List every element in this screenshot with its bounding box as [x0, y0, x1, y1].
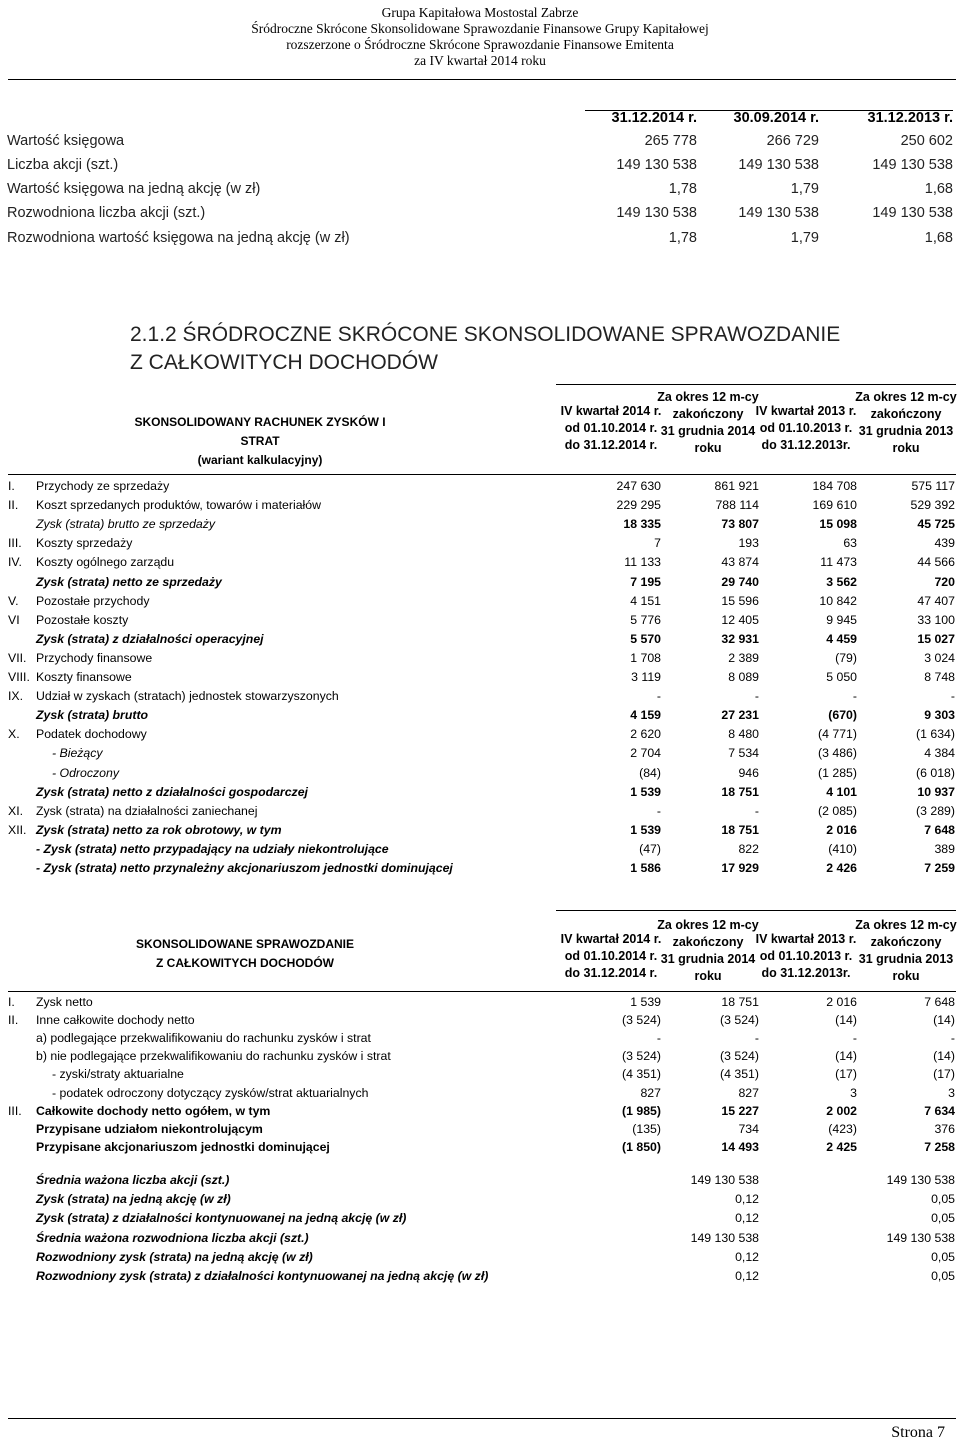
- cell-value: (1 850): [622, 1139, 661, 1154]
- cell-value: 827: [738, 1085, 759, 1100]
- row-number: X.: [8, 727, 20, 742]
- row-label: Zysk (strata) z działalności operacyjnej: [36, 631, 264, 646]
- cell-value: 149 130 538: [886, 1173, 955, 1187]
- row-label: Przychody ze sprzedaży: [36, 479, 170, 493]
- cell-value: (410): [828, 841, 857, 856]
- table-title: [100, 935, 390, 973]
- cell-value: 529 392: [910, 498, 955, 513]
- table-row: [0, 821, 960, 839]
- row-label: Udział w zyskach (stratach) jednostek stowarzyszonych: [36, 689, 339, 704]
- table-row: [0, 1229, 960, 1247]
- cell-value: -: [754, 689, 759, 704]
- table-title: [120, 413, 400, 470]
- table-title-line: SKONSOLIDOWANY RACHUNEK ZYSKÓW I STRAT: [134, 415, 386, 448]
- cell-value: 0,05: [931, 1249, 955, 1264]
- row-label: Zysk (strata) na działalności zaniechanej: [36, 803, 258, 818]
- cell-value: 33 100: [917, 612, 955, 627]
- table-row: [0, 1102, 960, 1120]
- table-row: [0, 706, 960, 724]
- cell-value: 18 751: [721, 784, 759, 799]
- row-label: a) podlegające przekwalifikowaniu do rachunku zysków i strat: [36, 1031, 371, 1046]
- cell-value: (3 289): [916, 803, 955, 818]
- cell-value: 0,12: [735, 1211, 759, 1226]
- column-header-line: Za okres 12 m-cy: [657, 390, 759, 404]
- cell-value: 788 114: [715, 498, 759, 513]
- cell-value: (4 351): [622, 1067, 661, 1082]
- row-label: Zysk netto: [36, 995, 93, 1009]
- column-header-line: zakończony: [870, 407, 942, 421]
- row-label: Liczba akcji (szt.): [7, 157, 119, 173]
- cell-value: 250 602: [900, 133, 953, 149]
- row-label: Rozwodniony zysk (strata) na jedną akcję (w zł): [36, 1249, 313, 1264]
- table-row: [0, 496, 960, 514]
- row-label: Zysk (strata) brutto ze sprzedaży: [36, 517, 216, 532]
- cell-value: 4 101: [826, 784, 857, 799]
- table-row: [0, 993, 960, 1011]
- cell-value: 1,79: [790, 230, 819, 246]
- table-row: [0, 630, 960, 648]
- table-title-line: Z CAŁKOWITYCH DOCHODÓW: [156, 956, 334, 970]
- column-header-line: roku: [892, 441, 920, 455]
- row-label: - Zysk (strata) netto przynależny akcjonariuszom jednostki dominującej: [36, 861, 453, 875]
- cell-value: 193: [738, 536, 759, 551]
- cell-value: 15 596: [721, 593, 759, 608]
- column-header-line: Za okres 12 m-cy: [855, 918, 957, 932]
- cell-value: -: [950, 1031, 955, 1046]
- row-number: I.: [8, 479, 15, 493]
- cell-value: (4 771): [818, 727, 857, 742]
- cell-value: 73 807: [721, 517, 759, 532]
- row-label: b) nie podlegające przekwalifikowaniu do rachunku zysków i strat: [36, 1049, 391, 1064]
- cell-value: 0,12: [735, 1192, 759, 1207]
- table-row: [0, 1171, 960, 1189]
- section-title: 2.1.2 ŚRÓDROCZNE SKRÓCONE SKONSOLIDOWANE SPRAWOZDANIE: [130, 323, 841, 346]
- cell-value: 149 130 538: [616, 205, 697, 221]
- cell-value: (3 524): [622, 1049, 661, 1064]
- row-label: Zysk (strata) z działalności kontynuowanej na jedną akcję (w zł): [36, 1211, 407, 1226]
- cell-value: 15 098: [819, 517, 857, 532]
- cell-value: 3: [850, 1085, 857, 1100]
- cell-value: 43 874: [721, 555, 759, 570]
- cell-value: 247 630: [616, 479, 661, 493]
- column-header-line: roku: [892, 969, 920, 983]
- cell-value: 2 016: [826, 822, 857, 837]
- cell-value: (17): [835, 1067, 857, 1082]
- book-value-header-rule: [585, 110, 953, 111]
- cell-value: 15 027: [917, 631, 955, 646]
- cell-value: 4 159: [630, 708, 661, 723]
- header-rule: [8, 991, 956, 992]
- table-row: [0, 783, 960, 801]
- cell-value: (1 985): [622, 1103, 661, 1118]
- cell-value: 5 570: [630, 631, 661, 646]
- cell-value: 7 648: [924, 822, 955, 837]
- column-header-line: 31 grudnia 2013: [858, 424, 954, 438]
- table-row: [0, 744, 960, 762]
- table-row: [0, 649, 960, 667]
- cell-value: 1 539: [630, 822, 661, 837]
- cell-value: 149 130 538: [738, 157, 819, 173]
- column-header-line: do 31.12.2013r.: [761, 966, 851, 980]
- cell-value: 7 258: [924, 1139, 955, 1154]
- row-label: Zysk (strata) brutto: [36, 708, 149, 723]
- row-number: V.: [8, 593, 19, 608]
- cell-value: (670): [828, 708, 857, 723]
- column-header-line: do 31.12.2014 r.: [564, 438, 658, 452]
- cell-value: 3 562: [826, 574, 857, 589]
- cell-value: 266 729: [766, 133, 819, 149]
- row-number: III.: [8, 1103, 22, 1118]
- column-header-line: 31 grudnia 2014: [660, 424, 756, 438]
- cell-value: (14): [933, 1049, 955, 1064]
- cell-value: 827: [640, 1085, 661, 1100]
- row-label: Rozwodniony zysk (strata) z działalności kontynuowanej na jedną akcję (w zł): [36, 1269, 489, 1283]
- cell-value: 0,12: [735, 1249, 759, 1264]
- row-label: - podatek odroczony dotyczący zysków/strat aktuarialnych: [52, 1085, 369, 1100]
- cell-value: 47 407: [917, 593, 955, 608]
- cell-value: 17 929: [721, 861, 759, 875]
- row-label: Koszty ogólnego zarządu: [36, 555, 175, 570]
- cell-value: 0,05: [931, 1211, 955, 1226]
- table-row: [0, 515, 960, 533]
- row-label: - Zysk (strata) netto przypadający na udziały niekontrolujące: [36, 841, 389, 856]
- row-label: Koszty finansowe: [36, 670, 132, 684]
- cell-value: (84): [639, 765, 661, 780]
- cell-value: 149 130 538: [616, 157, 697, 173]
- cell-value: 29 740: [721, 574, 759, 589]
- column-header-line: IV kwartał 2014 r.: [560, 932, 662, 946]
- row-number: II.: [8, 498, 19, 513]
- cell-value: 265 778: [644, 133, 697, 149]
- cell-value: 3 024: [924, 650, 955, 665]
- cell-value: (2 085): [818, 803, 857, 818]
- table-row: [0, 1267, 960, 1285]
- column-header-line: roku: [694, 969, 722, 983]
- table-row: [0, 687, 960, 705]
- cell-value: 376: [934, 1121, 955, 1136]
- row-label: Przypisane akcjonariuszom jednostki dominującej: [36, 1139, 330, 1154]
- column-header-line: zakończony: [672, 407, 744, 421]
- cell-value: 2 016: [826, 995, 857, 1009]
- column-header-line: zakończony: [672, 935, 744, 949]
- cell-value: 439: [934, 536, 955, 551]
- cell-value: 4 459: [826, 631, 857, 646]
- table-row: [0, 859, 960, 877]
- table-row: [0, 725, 960, 743]
- cell-value: 149 130 538: [872, 205, 953, 221]
- cell-value: (17): [933, 1067, 955, 1082]
- cell-value: 27 231: [721, 708, 759, 723]
- column-header-line: od 01.10.2013 r.: [759, 421, 853, 435]
- report-title-line: Śródroczne Skrócone Skonsolidowane Sprawozdanie Finansowe Grupy Kapitałowej: [251, 21, 709, 36]
- row-label: Średnia ważona rozwodniona liczba akcji (szt.): [36, 1230, 309, 1245]
- table-title-line: (wariant kalkulacyjny): [197, 453, 323, 467]
- cell-value: 2 704: [630, 746, 661, 761]
- cell-value: 1,79: [790, 181, 819, 197]
- cell-value: -: [754, 1031, 759, 1046]
- cell-value: 45 725: [917, 517, 955, 532]
- cell-value: 18 751: [721, 822, 759, 837]
- cell-value: 184 708: [812, 479, 857, 493]
- cell-value: 5 050: [826, 670, 857, 684]
- row-label: Rozwodniona liczba akcji (szt.): [7, 205, 206, 221]
- cell-value: 734: [738, 1121, 759, 1136]
- row-label: Zysk (strata) netto ze sprzedaży: [36, 574, 222, 589]
- column-header-line: roku: [694, 441, 722, 455]
- cell-value: 149 130 538: [690, 1173, 759, 1187]
- cell-value: 1,78: [668, 230, 697, 246]
- table-row: [0, 1029, 960, 1047]
- table-row: [0, 477, 960, 495]
- cell-value: (3 524): [622, 1013, 661, 1028]
- cell-value: 5 776: [630, 612, 661, 627]
- cell-value: (79): [835, 650, 857, 665]
- cell-value: 149 130 538: [690, 1230, 759, 1245]
- row-label: Przychody finansowe: [36, 650, 153, 665]
- row-number: VII.: [8, 650, 27, 665]
- table-row: [0, 611, 960, 629]
- column-header-line: do 31.12.2014 r.: [564, 966, 658, 980]
- cell-value: 720: [934, 574, 955, 589]
- column-header-line: Za okres 12 m-cy: [657, 918, 759, 932]
- cell-value: -: [754, 803, 759, 818]
- cell-value: -: [656, 803, 661, 818]
- company-name: Grupa Kapitałowa Mostostal Zabrze: [381, 5, 579, 20]
- row-label: Podatek dochodowy: [36, 727, 147, 742]
- row-label: Zysk (strata) netto za rok obrotowy, w tym: [36, 822, 282, 837]
- cell-value: (423): [828, 1121, 857, 1136]
- row-number: VIII.: [8, 670, 30, 684]
- cell-value: 149 130 538: [886, 1230, 955, 1245]
- cell-value: 63: [843, 536, 857, 551]
- cell-value: 1,78: [668, 181, 697, 197]
- row-number: I.: [8, 995, 15, 1009]
- cell-value: 9 303: [924, 708, 955, 723]
- cell-value: 1,68: [924, 230, 953, 246]
- cell-value: 10 937: [917, 784, 955, 799]
- cell-value: (3 524): [720, 1049, 759, 1064]
- header-rule: [8, 474, 956, 475]
- cell-value: 8 480: [728, 727, 759, 742]
- cell-value: 1 708: [630, 650, 661, 665]
- column-header-line: 31 grudnia 2013: [858, 952, 954, 966]
- cell-value: 149 130 538: [872, 157, 953, 173]
- table-row: [0, 668, 960, 686]
- cell-value: 7 195: [630, 574, 661, 589]
- report-period-line: za IV kwartał 2014 roku: [414, 53, 546, 68]
- column-header-line: zakończony: [870, 935, 942, 949]
- cell-value: 18 335: [623, 517, 661, 532]
- cell-value: 0,12: [735, 1269, 759, 1283]
- column-header-line: od 01.10.2013 r.: [759, 949, 853, 963]
- cell-value: (6 018): [916, 765, 955, 780]
- cell-value: -: [852, 1031, 857, 1046]
- row-label: Całkowite dochody netto ogółem, w tym: [36, 1103, 271, 1118]
- column-header-line: od 01.10.2014 r.: [564, 949, 658, 963]
- table-row: [0, 1084, 960, 1102]
- table-row: [0, 534, 960, 552]
- cell-value: 44 566: [917, 555, 955, 570]
- column-header-line: IV kwartał 2014 r.: [560, 404, 662, 418]
- table-row: [0, 1190, 960, 1208]
- cell-value: 229 295: [616, 498, 661, 513]
- cell-value: 2 425: [826, 1139, 857, 1154]
- row-label: Pozostałe koszty: [36, 612, 129, 627]
- cell-value: 32 931: [721, 631, 759, 646]
- cell-value: 4 384: [924, 746, 955, 761]
- row-label: Zysk (strata) na jedną akcję (w zł): [36, 1192, 231, 1207]
- table-row: [0, 592, 960, 610]
- cell-value: 9 945: [826, 612, 857, 627]
- table-row: [0, 840, 960, 858]
- cell-value: (14): [835, 1049, 857, 1064]
- column-header-line: do 31.12.2013r.: [761, 438, 851, 452]
- cell-value: -: [656, 689, 661, 704]
- cell-value: 1 539: [630, 995, 661, 1009]
- header-rule: [8, 79, 956, 80]
- cell-value: (4 351): [720, 1067, 759, 1082]
- cell-value: 10 842: [819, 593, 857, 608]
- column-header-line: IV kwartał 2013 r.: [755, 404, 857, 418]
- cell-value: 946: [738, 765, 759, 780]
- cell-value: 575 117: [911, 479, 955, 493]
- column-header: [846, 917, 960, 985]
- cell-value: 7: [654, 536, 661, 551]
- cell-value: -: [852, 689, 857, 704]
- cell-value: 8 089: [728, 670, 759, 684]
- row-number: IV.: [8, 555, 22, 570]
- cell-value: 4 151: [630, 593, 661, 608]
- row-label: Koszty sprzedaży: [36, 536, 133, 551]
- row-label: Zysk (strata) netto z działalności gospodarczej: [36, 784, 308, 799]
- table-row: [0, 764, 960, 782]
- column-header-line: Za okres 12 m-cy: [855, 390, 957, 404]
- cell-value: 149 130 538: [738, 205, 819, 221]
- cell-value: 169 610: [812, 498, 857, 513]
- cell-value: 3 119: [631, 670, 661, 684]
- column-header: [846, 389, 960, 457]
- row-label: - zyski/straty aktuarialne: [52, 1067, 184, 1082]
- row-number: III.: [8, 536, 22, 551]
- cell-value: 18 751: [721, 995, 759, 1009]
- cell-value: 7 534: [728, 746, 759, 761]
- cell-value: 822: [738, 841, 759, 856]
- section-title-2: Z CAŁKOWITYCH DOCHODÓW: [130, 351, 438, 374]
- table-row: [0, 553, 960, 571]
- cell-value: 2 002: [826, 1103, 857, 1118]
- cell-value: (135): [632, 1121, 661, 1136]
- cell-value: 7 634: [924, 1103, 955, 1118]
- footer-rule: [8, 1418, 956, 1419]
- cell-value: (3 524): [720, 1013, 759, 1028]
- row-label: - Bieżący: [52, 746, 103, 761]
- column-header-line: od 01.10.2014 r.: [564, 421, 658, 435]
- cell-value: (3 486): [818, 746, 857, 761]
- row-label: Rozwodniona wartość księgowa na jedną akcję (w zł): [7, 230, 350, 246]
- cell-value: -: [950, 689, 955, 704]
- column-header-line: IV kwartał 2013 r.: [755, 932, 857, 946]
- cell-value: 12 405: [721, 612, 759, 627]
- cell-value: 1,68: [924, 181, 953, 197]
- table-row: [0, 1138, 960, 1156]
- cell-value: -: [656, 1031, 661, 1046]
- row-number: XI.: [8, 803, 24, 818]
- table-row: [0, 1120, 960, 1138]
- cell-value: 14 493: [721, 1139, 759, 1154]
- cell-value: 7 259: [924, 861, 955, 875]
- cell-value: 2 426: [826, 861, 857, 875]
- cell-value: 2 620: [630, 727, 661, 742]
- cell-value: 11 133: [624, 555, 661, 570]
- header-rule: [556, 910, 956, 911]
- cell-value: (1 285): [818, 765, 857, 780]
- row-label: Pozostałe przychody: [36, 593, 150, 608]
- column-header: 30.09.2014 r.: [733, 110, 819, 126]
- cell-value: (14): [835, 1013, 857, 1028]
- table-row: [0, 802, 960, 820]
- row-label: Koszt sprzedanych produktów, towarów i materiałów: [36, 498, 322, 513]
- column-header: 31.12.2013 r.: [867, 110, 953, 126]
- cell-value: 0,05: [931, 1269, 955, 1283]
- table-row: [0, 1011, 960, 1029]
- cell-value: 11 473: [820, 555, 857, 570]
- table-row: [0, 1209, 960, 1227]
- row-label: Średnia ważona liczba akcji (szt.): [36, 1173, 230, 1187]
- cell-value: 861 921: [714, 479, 759, 493]
- cell-value: 1 586: [630, 861, 661, 875]
- row-number: II.: [8, 1013, 19, 1028]
- cell-value: 7 648: [924, 995, 955, 1009]
- table-row: [0, 1047, 960, 1065]
- row-label: Wartość księgowa: [7, 133, 125, 149]
- cell-value: (14): [933, 1013, 955, 1028]
- table-row: [0, 573, 960, 591]
- row-number: VI: [8, 612, 20, 627]
- page-number: Strona 7: [891, 1424, 945, 1441]
- cell-value: (1 634): [916, 727, 955, 742]
- table-title-line: SKONSOLIDOWANE SPRAWOZDANIE: [135, 937, 354, 951]
- cell-value: 2 389: [728, 650, 759, 665]
- report-subtitle-line: rozszerzone o Śródroczne Skrócone Sprawozdanie Finansowe Emitenta: [286, 37, 674, 52]
- table-row: [0, 1248, 960, 1266]
- row-label: Wartość księgowa na jedną akcję (w zł): [7, 181, 261, 197]
- header-rule: [556, 384, 956, 385]
- cell-value: 8 748: [924, 670, 955, 684]
- row-label: Inne całkowite dochody netto: [36, 1013, 195, 1028]
- cell-value: 0,05: [931, 1192, 955, 1207]
- row-number: IX.: [8, 689, 24, 704]
- row-number: XII.: [8, 822, 27, 837]
- cell-value: 15 227: [721, 1103, 759, 1118]
- cell-value: 1 539: [630, 784, 661, 799]
- row-label: - Odroczony: [52, 765, 119, 780]
- cell-value: (47): [639, 841, 661, 856]
- cell-value: 3: [948, 1085, 955, 1100]
- cell-value: 389: [934, 841, 955, 856]
- column-header-line: 31 grudnia 2014: [660, 952, 756, 966]
- row-label: Przypisane udziałom niekontrolującym: [36, 1121, 263, 1136]
- table-row: [0, 1065, 960, 1083]
- column-header: 31.12.2014 r.: [611, 110, 697, 126]
